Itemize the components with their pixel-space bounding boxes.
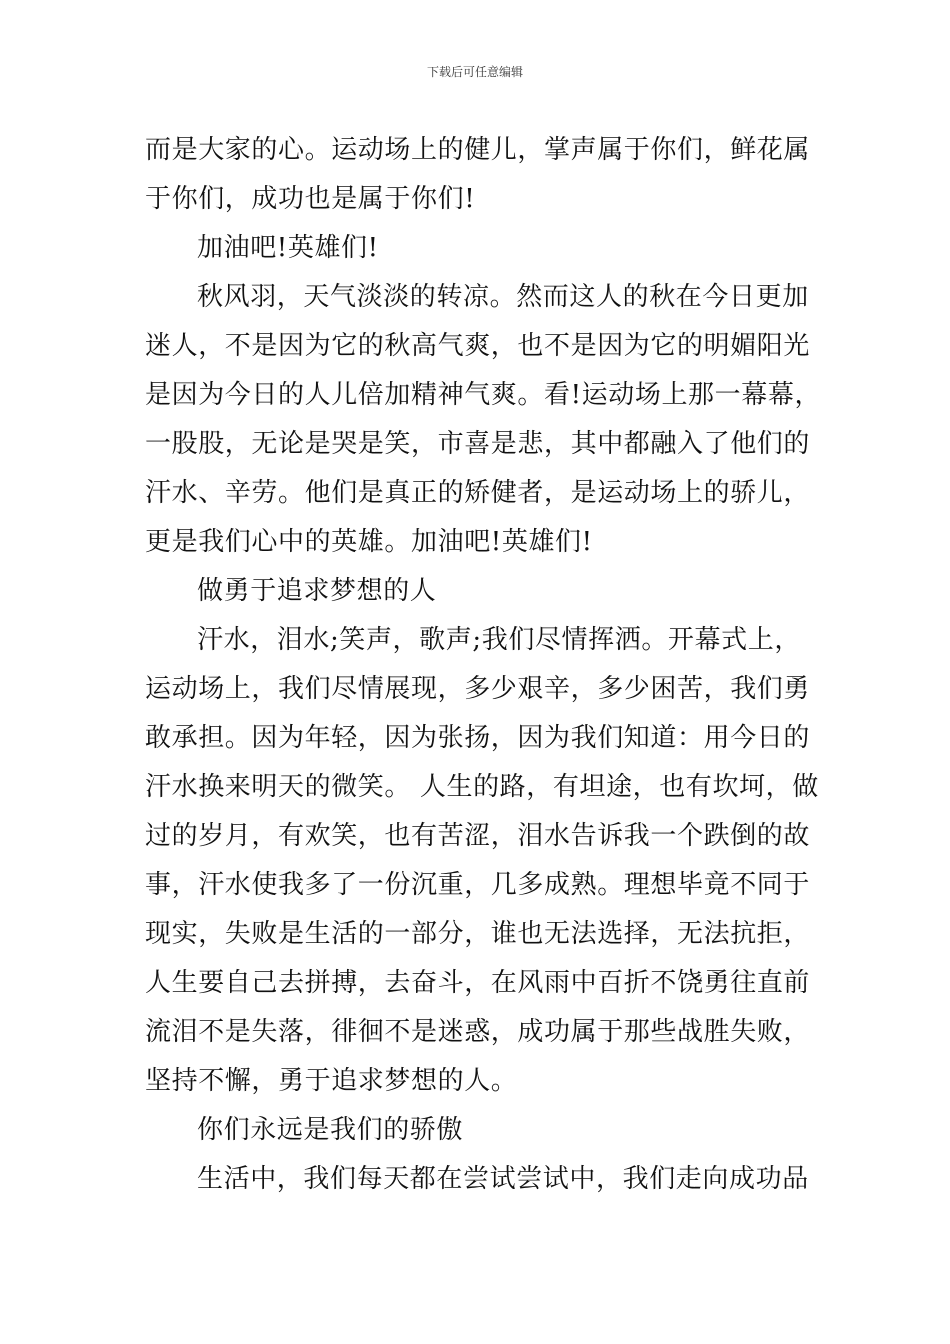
- text-line: 而是大家的心。运动场上的健儿，掌声属于你们，鲜花属: [145, 135, 811, 165]
- text-line: 加油吧!英雄们!: [197, 233, 379, 263]
- text-line: 现实，失败是生活的一部分，谁也无法选择，无法抗拒，: [145, 919, 811, 949]
- text-line: 汗水换来明天的微笑。 人生的路，有坦途，也有坎坷，做: [145, 772, 819, 802]
- text-line: 人生要自己去拼搏，去奋斗，在风雨中百折不饶勇往直前: [145, 968, 811, 998]
- page-header: 下载后可任意编辑: [426, 65, 523, 79]
- text-line: 坚持不懈，勇于追求梦想的人。: [145, 1066, 518, 1096]
- text-line: 过的岁月，有欢笑，也有苦涩，泪水告诉我一个跌倒的故: [145, 821, 811, 851]
- text-line: 事，汗水使我多了一份沉重，几多成熟。理想毕竟不同于: [145, 870, 811, 900]
- section-heading: 你们永远是我们的骄傲: [197, 1115, 464, 1145]
- text-line: 运动场上，我们尽情展现，多少艰辛，多少困苦，我们勇: [145, 674, 811, 704]
- text-line: 一股股，无论是哭是笑，市喜是悲，其中都融入了他们的: [145, 429, 811, 459]
- text-line: 汗水，泪水;笑声，歌声;我们尽情挥洒。开幕式上，: [197, 625, 801, 655]
- text-line: 流泪不是失落，徘徊不是迷惑，成功属于那些战胜失败，: [145, 1017, 811, 1047]
- text-line: 迷人，不是因为它的秋高气爽，也不是因为它的明媚阳光: [145, 331, 811, 361]
- body-text: [145, 126, 822, 1204]
- text-line: 生活中，我们每天都在尝试尝试中，我们走向成功品: [197, 1164, 809, 1194]
- text-line: 更是我们心中的英雄。加油吧!英雄们!: [145, 527, 593, 557]
- section-heading: 做勇于追求梦想的人: [197, 576, 437, 606]
- text-line: 是因为今日的人儿倍加精神气爽。看!运动场上那一幕幕，: [145, 380, 822, 410]
- text-line: 汗水、辛劳。他们是真正的矫健者，是运动场上的骄儿，: [145, 478, 811, 508]
- text-line: 敢承担。因为年轻，因为张扬，因为我们知道：用今日的: [145, 723, 811, 753]
- text-line: 秋风羽，天气淡淡的转凉。然而这人的秋在今日更加: [197, 282, 809, 312]
- text-line: 于你们，成功也是属于你们!: [145, 184, 476, 214]
